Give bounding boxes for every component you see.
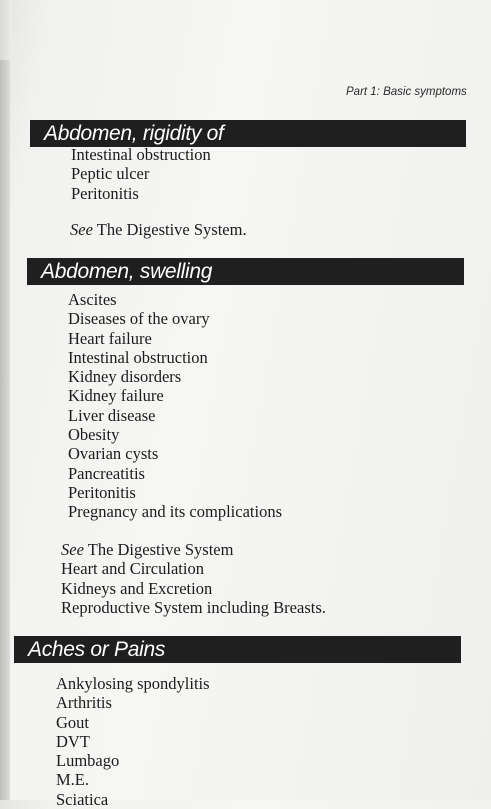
symptom-list xyxy=(71,145,211,203)
see-also xyxy=(70,220,247,239)
list-item: DVT xyxy=(56,731,90,751)
list-item: Pregnancy and its complications xyxy=(68,502,282,522)
page-gutter-top xyxy=(0,0,12,62)
see-label: See xyxy=(61,540,84,559)
list-item: Intestinal obstruction xyxy=(71,145,211,164)
page-gutter xyxy=(0,60,10,800)
list-item: Intestinal obstruction xyxy=(68,347,208,367)
list-item: Ankylosing spondylitis xyxy=(56,674,210,693)
list-item: Pancreatitis xyxy=(68,463,145,483)
symptom-list xyxy=(68,290,282,522)
list-item: Heart failure xyxy=(68,328,152,348)
list-item: Diseases of the ovary xyxy=(68,309,210,329)
list-item: Ascites xyxy=(68,290,117,309)
section-heading: Aches or Pains xyxy=(14,636,461,663)
see-item: The Digestive System xyxy=(87,540,234,559)
see-item: Heart and Circulation xyxy=(61,559,204,579)
list-item: Gout xyxy=(56,712,89,732)
list-item: Kidney failure xyxy=(68,386,164,406)
list-item: Peritonitis xyxy=(68,482,136,502)
list-item: Peptic ulcer xyxy=(71,164,150,184)
list-item: Peritonitis xyxy=(71,183,139,203)
list-item: Lumbago xyxy=(56,751,120,771)
symptom-list xyxy=(56,674,210,809)
list-item: Liver disease xyxy=(68,405,156,425)
list-item: Arthritis xyxy=(56,693,112,713)
section-heading: Abdomen, swelling xyxy=(27,258,464,285)
list-item: Ovarian cysts xyxy=(68,444,159,464)
see-also xyxy=(61,540,326,617)
see-item: Reproductive System including Breasts. xyxy=(61,597,326,617)
list-item: Sciatica xyxy=(56,789,109,809)
see-label: See xyxy=(70,220,93,239)
list-item: Obesity xyxy=(68,425,120,445)
see-item: The Digestive System. xyxy=(96,220,247,239)
list-item: M.E. xyxy=(56,770,89,790)
list-item: Kidney disorders xyxy=(68,367,182,387)
section-heading: Abdomen, rigidity of xyxy=(30,120,466,147)
see-item: Kidneys and Excretion xyxy=(61,578,213,598)
running-head: Part 1: Basic symptoms xyxy=(346,86,467,98)
